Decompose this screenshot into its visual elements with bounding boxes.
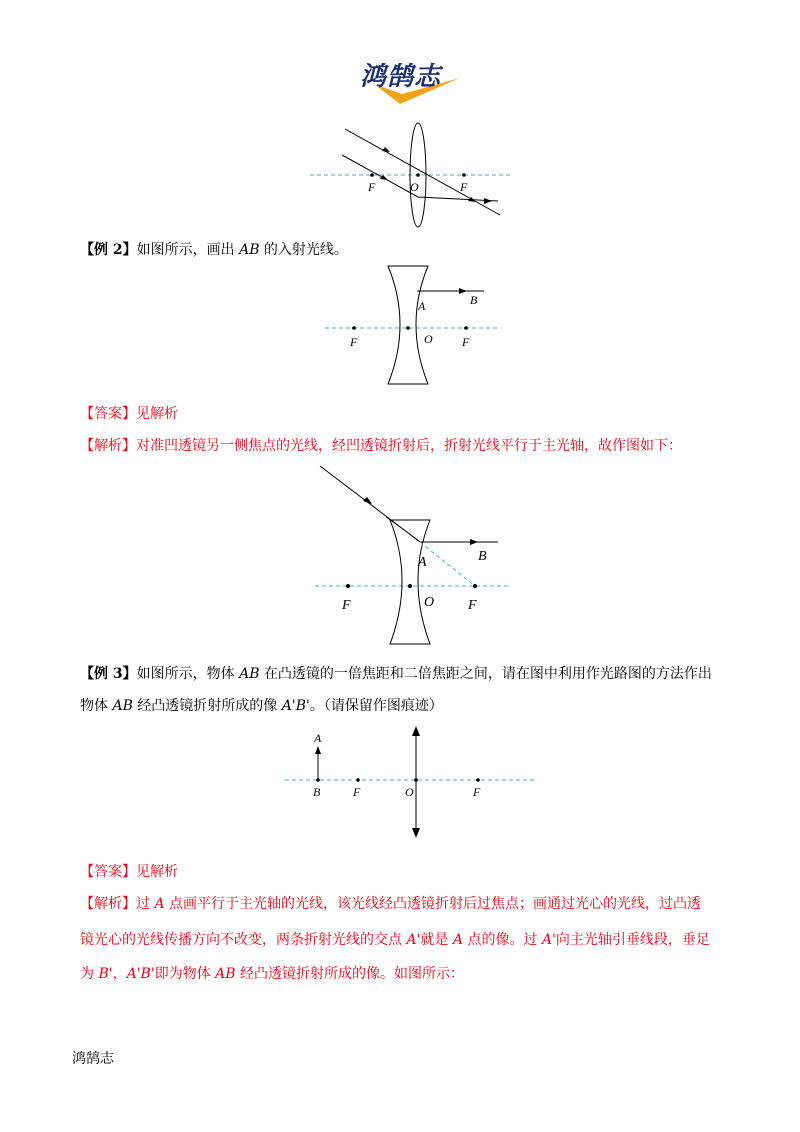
example3-question-line1: 【例 3】如图所示，物体 AB 在凸透镜的一倍焦距和二倍焦距之间，请在图中利用作光路图的方法作出 xyxy=(80,666,712,682)
example3-answer: 【答案】见解析 xyxy=(80,864,178,880)
focus-point xyxy=(476,778,480,782)
focus-point xyxy=(462,173,466,177)
example3-question-line2: 物体 AB 经凸透镜折射所成的像 A'B'。（请保留作图痕迹） xyxy=(80,698,443,714)
optical-center xyxy=(414,778,418,782)
focus-point xyxy=(352,326,356,330)
example3-analysis-line2: 镜光心的光线传播方向不改变，两条折射光线的交点 A'就是 A 点的像。过 A'向主光轴引垂线段，垂足 xyxy=(80,932,710,948)
ray-arrow xyxy=(459,288,467,294)
focus-point xyxy=(346,584,350,588)
concave-lens-diagram-question xyxy=(320,262,500,388)
label-B: B xyxy=(470,293,478,307)
logo-text: 鸿鹄志 xyxy=(360,62,442,92)
focus-point xyxy=(473,584,477,588)
label-B: B xyxy=(478,549,487,564)
label-F: F xyxy=(353,785,361,799)
label-A: A xyxy=(314,731,322,745)
example2-question: 【例 2】如图所示，画出 AB 的入射光线。 xyxy=(80,242,348,258)
ray-arrow xyxy=(363,497,372,504)
label-O: O xyxy=(410,180,419,194)
concave-lens-diagram-answer xyxy=(310,458,520,650)
lens-arrow-bottom xyxy=(412,828,420,838)
ray-arrow xyxy=(484,198,492,204)
logo xyxy=(352,54,467,106)
example3-analysis-line1: 【解析】过 A 点画平行于主光轴的光线，该光线经凸透镜折射后过焦点；画通过光心的光线，过凸透 xyxy=(80,896,702,912)
optical-center xyxy=(406,326,410,330)
object-arrow xyxy=(315,746,321,754)
lens-arrow-top xyxy=(412,726,420,736)
label-F: F xyxy=(462,335,470,349)
label-F: F xyxy=(368,180,376,194)
label-B: B xyxy=(313,785,321,799)
convex-lens-diagram-object xyxy=(280,724,540,840)
label-O: O xyxy=(405,785,414,799)
convex-lens-diagram-1 xyxy=(300,115,520,235)
label-F: F xyxy=(460,180,468,194)
footer-text: 鸿鹄志 xyxy=(72,1051,114,1067)
label-O: O xyxy=(424,595,435,610)
object-base xyxy=(316,778,320,782)
label-O: O xyxy=(424,332,433,346)
concave-lens xyxy=(388,266,428,384)
label-F: F xyxy=(342,598,351,613)
label-F: F xyxy=(473,785,481,799)
extension-line xyxy=(420,542,475,586)
focus-point xyxy=(370,173,374,177)
ray-arrow xyxy=(470,539,478,545)
concave-lens xyxy=(390,520,430,644)
light-ray xyxy=(345,129,500,215)
label-F: F xyxy=(468,598,477,613)
label-F: F xyxy=(350,335,358,349)
label-A: A xyxy=(418,299,426,313)
focus-point xyxy=(356,778,360,782)
optical-center xyxy=(416,173,420,177)
optical-center xyxy=(408,584,412,588)
light-ray xyxy=(342,155,498,201)
ray-arrow xyxy=(380,175,388,180)
example-tag: 【例 2】 xyxy=(80,242,137,258)
example-tag: 【例 3】 xyxy=(80,666,137,682)
label-A: A xyxy=(418,555,427,570)
focus-point xyxy=(464,326,468,330)
example2-analysis: 【解析】对准凹透镜另一侧焦点的光线，经凹透镜折射后，折射光线平行于主光轴，故作图如下： xyxy=(80,438,682,454)
ray-arrow xyxy=(382,147,390,152)
example3-analysis-line3: 为 B'，A'B'即为物体 AB 经凸透镜折射所成的像。如图所示： xyxy=(80,966,465,982)
example2-answer: 【答案】见解析 xyxy=(80,406,178,422)
